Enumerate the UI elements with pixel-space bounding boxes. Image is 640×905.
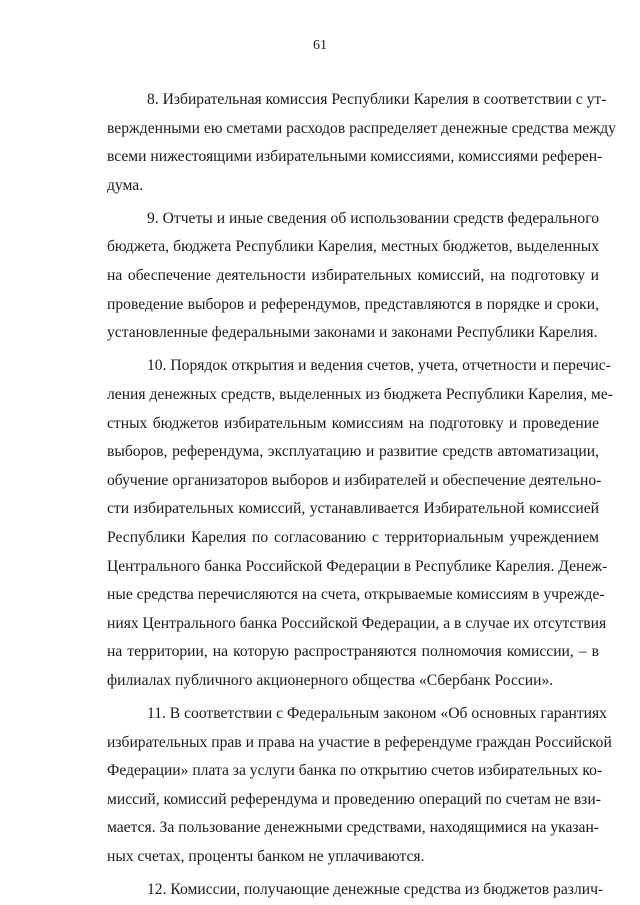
text-line: на обеспечение деятельности избирательных комиссий, на подготовку и	[107, 267, 599, 285]
text-line: обучение организаторов выборов и избирателей и обеспечение деятельно-	[107, 471, 602, 489]
text-line: на территории, на которую распространяются полномочия комиссии, – в	[107, 643, 599, 661]
text-line: Центрального банка Российской Федерации в Республике Карелия. Денеж-	[107, 557, 608, 575]
text-line: вержденными ею сметами расходов распределяет денежные средства между	[107, 119, 616, 137]
paragraph-9	[107, 205, 599, 348]
text-line: установленные федеральными законами и законами Республики Карелия.	[107, 324, 598, 342]
document-body	[107, 86, 616, 905]
text-line: проведение выборов и референдумов, представляются в порядке и сроки,	[107, 295, 599, 313]
text-line: избирательных прав и права на участие в референдуме граждан Российской	[107, 733, 612, 751]
paragraph-10	[107, 352, 613, 695]
text-line: 9. Отчеты и иные сведения об использовании средств федерального	[147, 209, 599, 227]
text-line: ления денежных средств, выделенных из бюджета Республики Карелия, ме-	[107, 385, 613, 403]
text-line: сти избирательных комиссий, устанавливается Избирательной комиссией	[107, 500, 599, 518]
paragraph-11	[107, 700, 612, 872]
text-line: Республики Карелия по согласованию с территориальным учреждением	[107, 528, 599, 546]
text-line: мается. За пользование денежными средствами, находящимися на указан-	[107, 819, 599, 837]
text-line: Федерации» плата за услуги банка по открытию счетов избирательных ко-	[107, 762, 603, 780]
text-line: дума.	[107, 176, 144, 194]
text-line: 8. Избирательная комиссия Республики Карелия в соответствии с ут-	[147, 91, 607, 108]
text-line: миссий, комиссий референдума и проведению операций по счетам не взи-	[107, 790, 601, 808]
text-line: 10. Порядок открытия и ведения счетов, учета, отчетности и перечис-	[147, 357, 611, 375]
paragraph-8	[107, 86, 616, 200]
text-line: 12. Комиссии, получающие денежные средства из бюджетов различ-	[147, 881, 604, 899]
text-line: всеми нижестоящими избирательными комиссиями, комиссиями референ-	[107, 148, 603, 166]
text-line: филиалах публичного акционерного общества «Сбербанк России».	[107, 671, 554, 689]
text-line: ные средства перечисляются на счета, открываемые комиссиям в учрежде-	[107, 586, 605, 604]
text-line: ниях Центрального банка Российской Федерации, а в случае их отсутствия	[107, 614, 607, 632]
text-line: бюджета, бюджета Республики Карелия, местных бюджетов, выделенных	[107, 238, 599, 256]
text-line: стных бюджетов избирательным комиссиям на подготовку и проведение	[107, 414, 599, 432]
page-number: 61	[313, 38, 327, 53]
text-line: 11. В соответствии с Федеральным законом «Об основных гарантиях	[147, 704, 607, 722]
text-line: ных счетах, проценты банком не уплачиваются.	[107, 847, 425, 865]
text-line: выборов, референдума, эксплуатацию и развитие средств автоматизации,	[107, 443, 599, 461]
paragraph-12	[107, 876, 604, 905]
